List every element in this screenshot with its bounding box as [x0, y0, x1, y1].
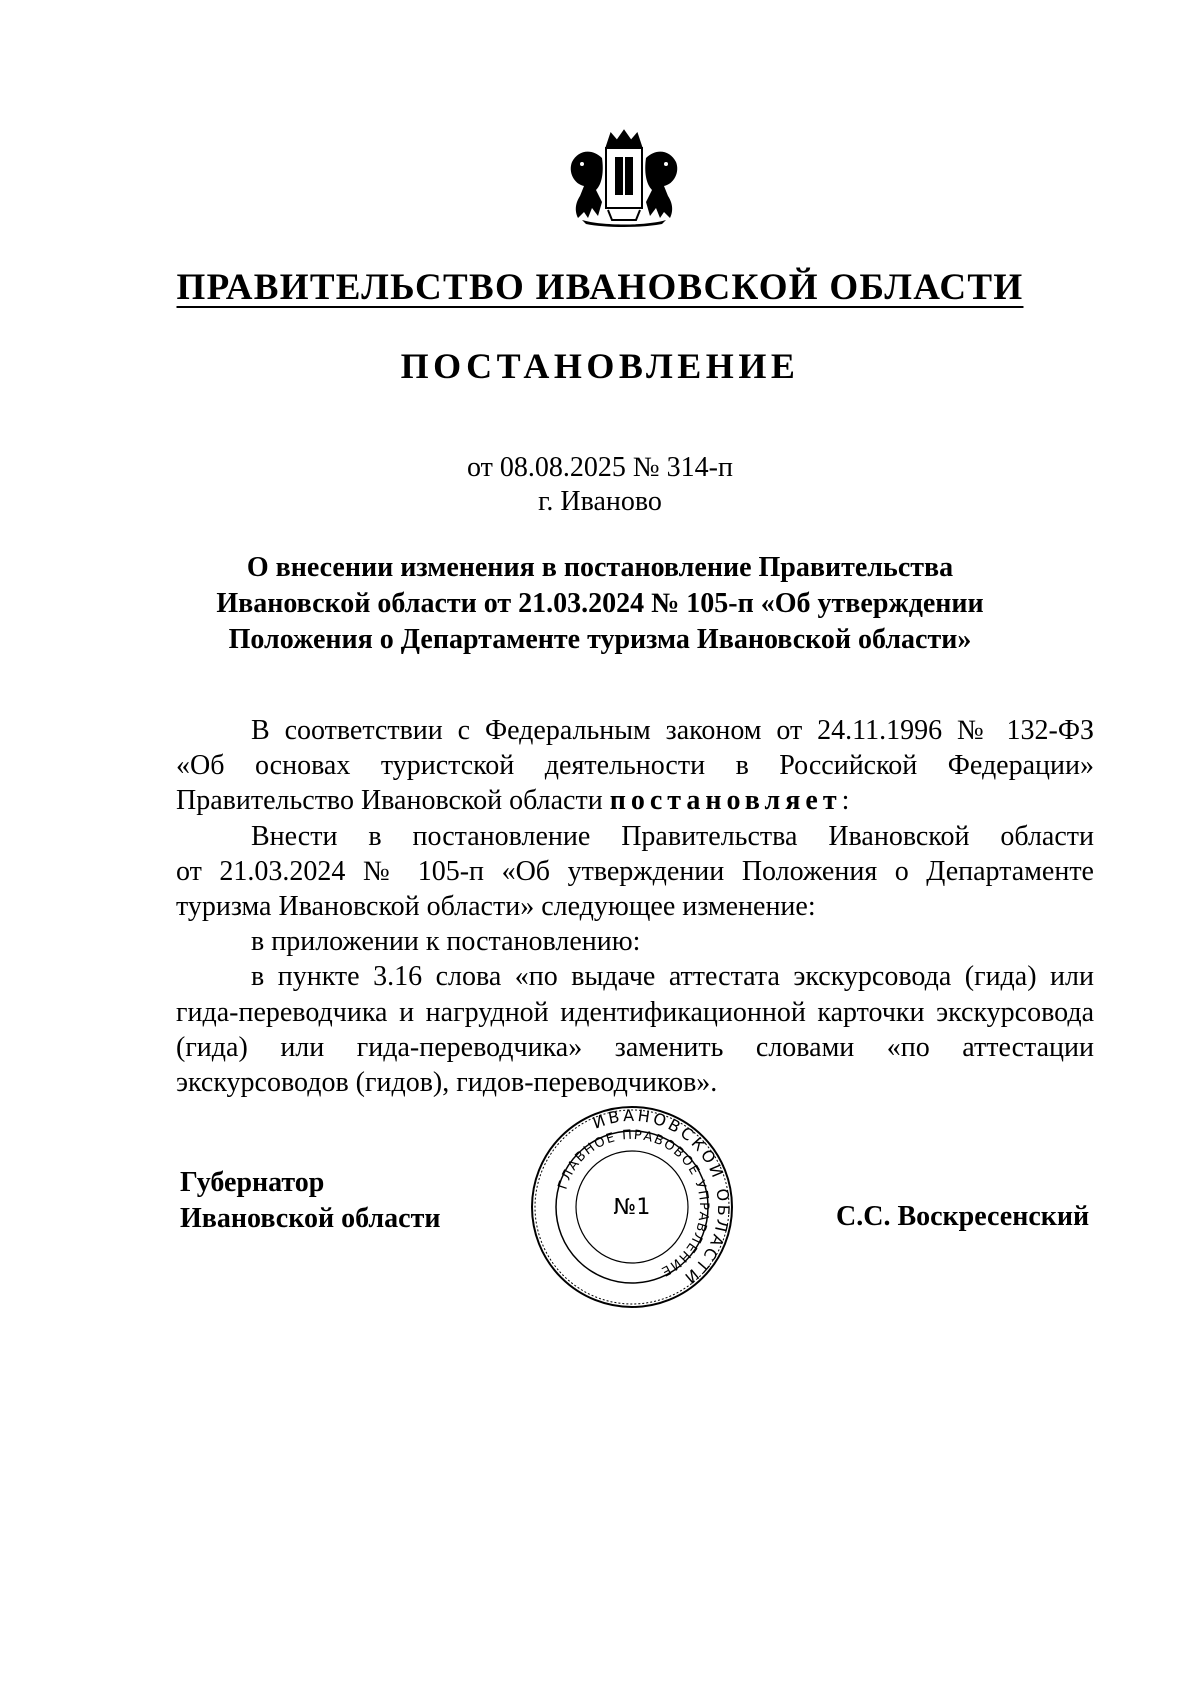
svg-text:ГЛАВНОЕ ПРАВОВОЕ УПРАВЛЕНИЕ: ГЛАВНОЕ ПРАВОВОЕ УПРАВЛЕНИЕ — [555, 1127, 712, 1280]
body-text: Правительство Ивановской области — [176, 785, 603, 817]
government-title: ПРАВИТЕЛЬСТВО ИВАНОВСКОЙ ОБЛАСТИ — [176, 267, 1024, 308]
document-date-number: от 08.08.2025 № 314-п — [467, 452, 733, 483]
body-line — [176, 783, 1094, 818]
subject-line: Ивановской области от 21.03.2024 № 105-п «Об утверждении — [216, 588, 984, 619]
body-line: экскурсоводов (гидов), гидов-переводчиков». — [176, 1066, 718, 1098]
body-line: гида-переводчика и нагрудной идентификационной карточки экскурсовода — [176, 996, 1094, 1028]
body-line: «Об основах туристской деятельности в Российской Федерации» — [176, 750, 1094, 782]
body-line: туризма Ивановской области» следующее изменение: — [176, 890, 816, 922]
body-line: от 21.03.2024 № 105-п «Об утверждении Положения о Департаменте — [176, 855, 1094, 887]
body-line: в пункте 3.16 слова «по выдаче аттестата экскурсовода (гида) или — [251, 961, 1094, 993]
body-line: (гида) или гида-переводчика» заменить словами «по аттестации — [176, 1031, 1094, 1063]
document-subject — [170, 550, 1030, 658]
signatory-region: Ивановской области — [180, 1203, 441, 1234]
body-text: : — [841, 785, 850, 817]
signatory-name: С.С. Воскресенский — [836, 1201, 1090, 1232]
document-body — [176, 713, 1094, 1100]
svg-text:№1: №1 — [613, 1195, 651, 1220]
body-line: в приложении к постановлению: — [251, 926, 641, 958]
document-city: г. Иваново — [538, 486, 662, 517]
seal-stamp-icon — [522, 1097, 742, 1317]
body-line: Внести в постановление Правительства Ивановской области — [251, 820, 1094, 852]
signatory-title: Губернатор — [180, 1167, 325, 1198]
resolution-keyword: постановляет — [609, 785, 842, 817]
subject-line: Положения о Департаменте туризма Ивановской области» — [228, 624, 972, 655]
coat-of-arms-icon — [562, 128, 686, 228]
body-line: В соответствии с Федеральным законом от 24.11.1996 № 132-ФЗ — [251, 715, 1094, 746]
svg-text:ИВАНОВСКОЙ ОБЛАСТИ: ИВАНОВСКОЙ ОБЛАСТИ — [590, 1105, 734, 1290]
signatory-position — [180, 1165, 440, 1237]
subject-line: О внесении изменения в постановление Правительства — [246, 552, 954, 583]
document-type: ПОСТАНОВЛЕНИЕ — [400, 346, 800, 386]
